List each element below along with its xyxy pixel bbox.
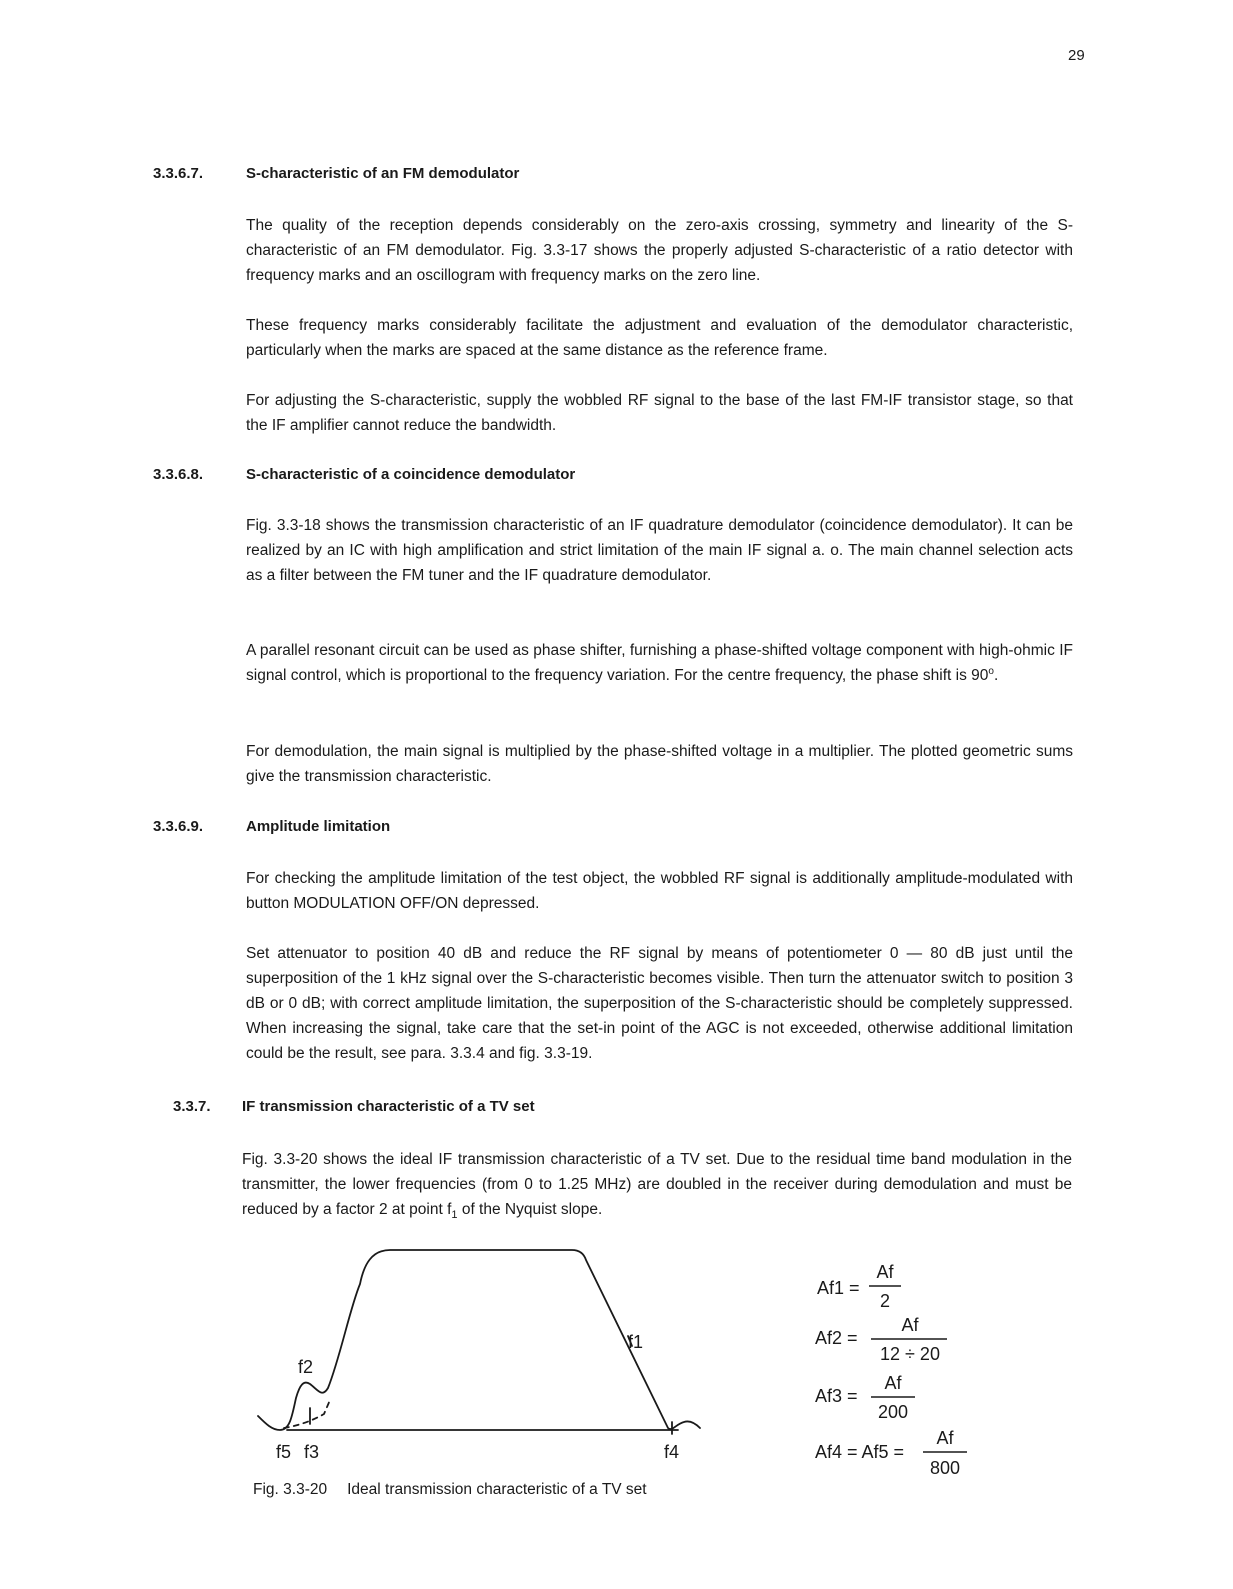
formula-af2-denominator: 12 ÷ 20 — [880, 1344, 940, 1364]
formula-af2-numerator: Af — [901, 1315, 919, 1335]
formula-af45-denominator: 800 — [929, 1458, 961, 1478]
figure-caption-text: Ideal transmission characteristic of a TV set — [347, 1481, 647, 1498]
paragraph-3368-2-text: A parallel resonant circuit can be used as phase shifter, furnishing a phase-shifted voltage component with high-ohmic IF signal control, which is proportional to the frequency variation. For the centre frequency, the phase shift is 90 — [246, 642, 1073, 684]
paragraph-337-1-text: Fig. 3.3-20 shows the ideal IF transmission characteristic of a TV set. Due to the residual time band modulation in the transmitter, the lower frequencies (from 0 to 1.25 MHz) are doubled in the receiver during demodulation and must be reduced by a factor 2 at point f — [242, 1151, 1072, 1218]
paragraph-3367-1: The quality of the reception depends considerably on the zero-axis crossing, symmetry and linearity of the S-characteristic of an FM demodulator. Fig. 3.3-17 shows the properly adjusted S-characteristic of a ratio detector with frequency marks and an oscillogram with frequency marks on the zero line. — [246, 217, 1073, 284]
paragraph-3367-3: For adjusting the S-characteristic, supply the wobbled RF signal to the base of the last FM-IF transistor stage, so that the IF amplifier cannot reduce the bandwidth. — [246, 392, 1073, 434]
formula-af45-lhs: Af4 = Af5 = — [815, 1442, 905, 1462]
page-number: 29 — [1068, 47, 1085, 64]
formula-af2-lhs: Af2 = — [815, 1328, 858, 1348]
section-title-3367: S-characteristic of an FM demodulator — [246, 165, 520, 182]
label-f5: f5 — [276, 1442, 292, 1462]
amplitude-formulas — [795, 1248, 975, 1478]
paragraph-3368-3: For demodulation, the main signal is multiplied by the phase-shifted voltage in a multiplier. The plotted geometric sums give the transmission characteristic. — [246, 743, 1073, 785]
figure-caption-number: Fig. 3.3-20 — [253, 1481, 328, 1498]
paragraph-3368-2-end: . — [993, 667, 999, 684]
label-f2: f2 — [298, 1357, 314, 1377]
formula-af3-numerator: Af — [884, 1373, 902, 1393]
paragraph-3368-1: Fig. 3.3-18 shows the transmission characteristic of an IF quadrature demodulator (coincidence demodulator). It can be realized by an IC with high amplification and strict limitation of the main IF signal a. o. The main channel selection acts as a filter between the FM tuner and the IF quadrature demodulator. — [246, 517, 1073, 584]
formula-af1-denominator: 2 — [879, 1291, 891, 1311]
f1-subscript: 1 — [451, 1209, 458, 1222]
transmission-characteristic-figure — [240, 1238, 720, 1478]
section-title-3368: S-characteristic of a coincidence demodulator — [246, 466, 576, 483]
paragraph-3369-1: For checking the amplitude limitation of the test object, the wobbled RF signal is additionally amplitude-modulated with button MODULATION OFF/ON depressed. — [246, 870, 1073, 912]
figure-caption — [253, 1481, 647, 1499]
paragraph-3368-2 — [246, 638, 1073, 688]
paragraph-337-1-end: of the Nyquist slope. — [457, 1201, 603, 1218]
label-f3: f3 — [304, 1442, 320, 1462]
paragraph-337-1 — [242, 1147, 1072, 1222]
label-f4: f4 — [664, 1442, 680, 1462]
formula-af3-denominator: 200 — [877, 1402, 909, 1422]
section-number-3369: 3.3.6.9. — [153, 818, 204, 835]
formula-af3-lhs: Af3 = — [815, 1386, 858, 1406]
section-number-3367: 3.3.6.7. — [153, 165, 204, 182]
section-number-337: 3.3.7. — [173, 1098, 211, 1115]
section-number-3368: 3.3.6.8. — [153, 466, 204, 483]
section-title-337: IF transmission characteristic of a TV set — [242, 1098, 535, 1115]
label-f1: f1 — [628, 1332, 644, 1352]
nyquist-dashed-curve — [284, 1400, 330, 1428]
section-title-3369: Amplitude limitation — [246, 818, 391, 835]
formula-af1-numerator: Af — [876, 1262, 894, 1282]
paragraph-3369-2: Set attenuator to position 40 dB and reduce the RF signal by means of potentiometer 0 — 80 dB just until the superposition of the 1 kHz signal over the S-characteristic becomes visible. Then turn the attenuator switch to position 3 dB or 0 dB; with correct amplitude limitation, the superposition of the S-characteristic should be completely suppressed. When increasing the signal, take care that the set-in point of the AGC is not exceeded, otherwise additional limitation could be the result, see para. 3.3.4 and fig. 3.3-19. — [246, 945, 1073, 1062]
paragraph-3367-2: These frequency marks considerably facilitate the adjustment and evaluation of the demodulator characteristic, particularly when the marks are spaced at the same distance as the reference frame. — [246, 317, 1073, 359]
formula-af45-numerator: Af — [936, 1428, 954, 1448]
degree-superscript: o — [988, 665, 994, 677]
formula-af1-lhs: Af1 = — [817, 1278, 860, 1298]
